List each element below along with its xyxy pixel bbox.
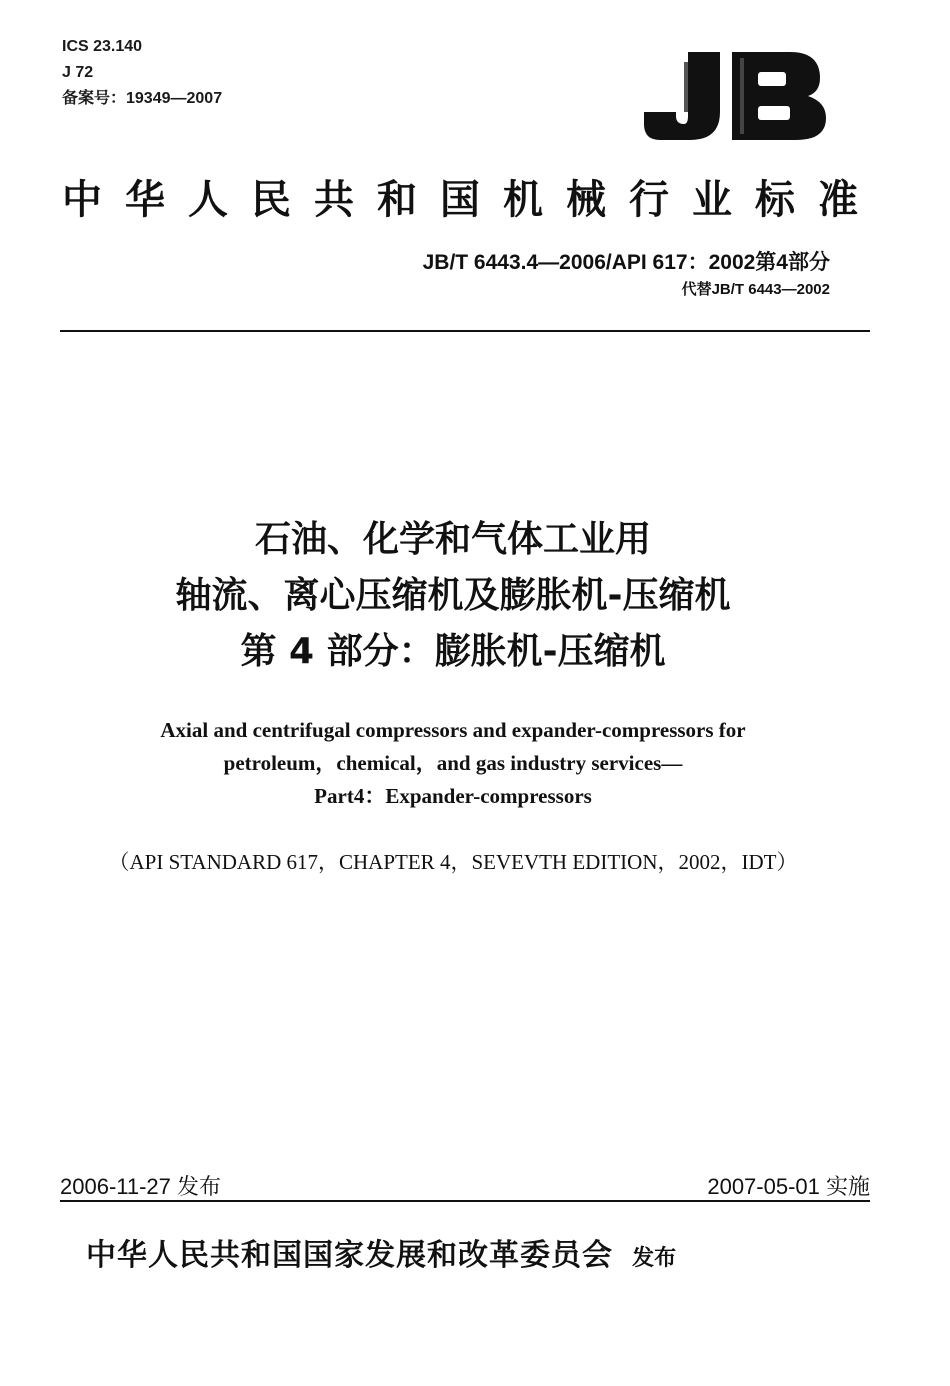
standard-number: JB/T 6443.4—2006/API 617：2002第4部分 [422,251,830,274]
chinese-title-line-1: 石油、化学和气体工业用 [254,519,651,560]
bottom-divider [60,1200,870,1202]
record-number: 备案号：19349—2007 [62,90,223,107]
jb-logo [640,44,830,146]
effective-date: 2007-05-01 实施 [707,1174,870,1199]
ccs-code: J 72 [62,64,94,81]
publisher [86,1230,676,1274]
publisher-action: 发布 [632,1246,677,1271]
english-title-line-1: Axial and centrifugal compressors and expander-compressors for [160,718,746,742]
top-divider [60,330,870,332]
english-title-line-3: Part4：Expander-compressors [314,784,592,808]
publisher-name: 中华人民共和国国家发展和改革委员会 [86,1238,613,1273]
replaces-standard: 代替JB/T 6443—2002 [681,281,830,298]
issue-date: 2006-11-27 发布 [60,1174,222,1199]
chinese-title-line-3: 第 4 部分：膨胀机-压缩机 [240,631,666,672]
adoption-statement: （API STANDARD 617，CHAPTER 4，SEVEVTH EDITION，2002，IDT） [108,850,798,874]
ics-code: ICS 23.140 [62,38,143,55]
standard-category-title: 中华人民共和国机械行业标准 [62,177,881,223]
chinese-title [0,512,906,680]
classification-block [62,34,222,112]
english-title [0,714,906,813]
english-title-line-2: petroleum，chemical，and gas industry services— [223,751,683,775]
chinese-title-line-2: 轴流、离心压缩机及膨胀机-压缩机 [175,575,731,616]
